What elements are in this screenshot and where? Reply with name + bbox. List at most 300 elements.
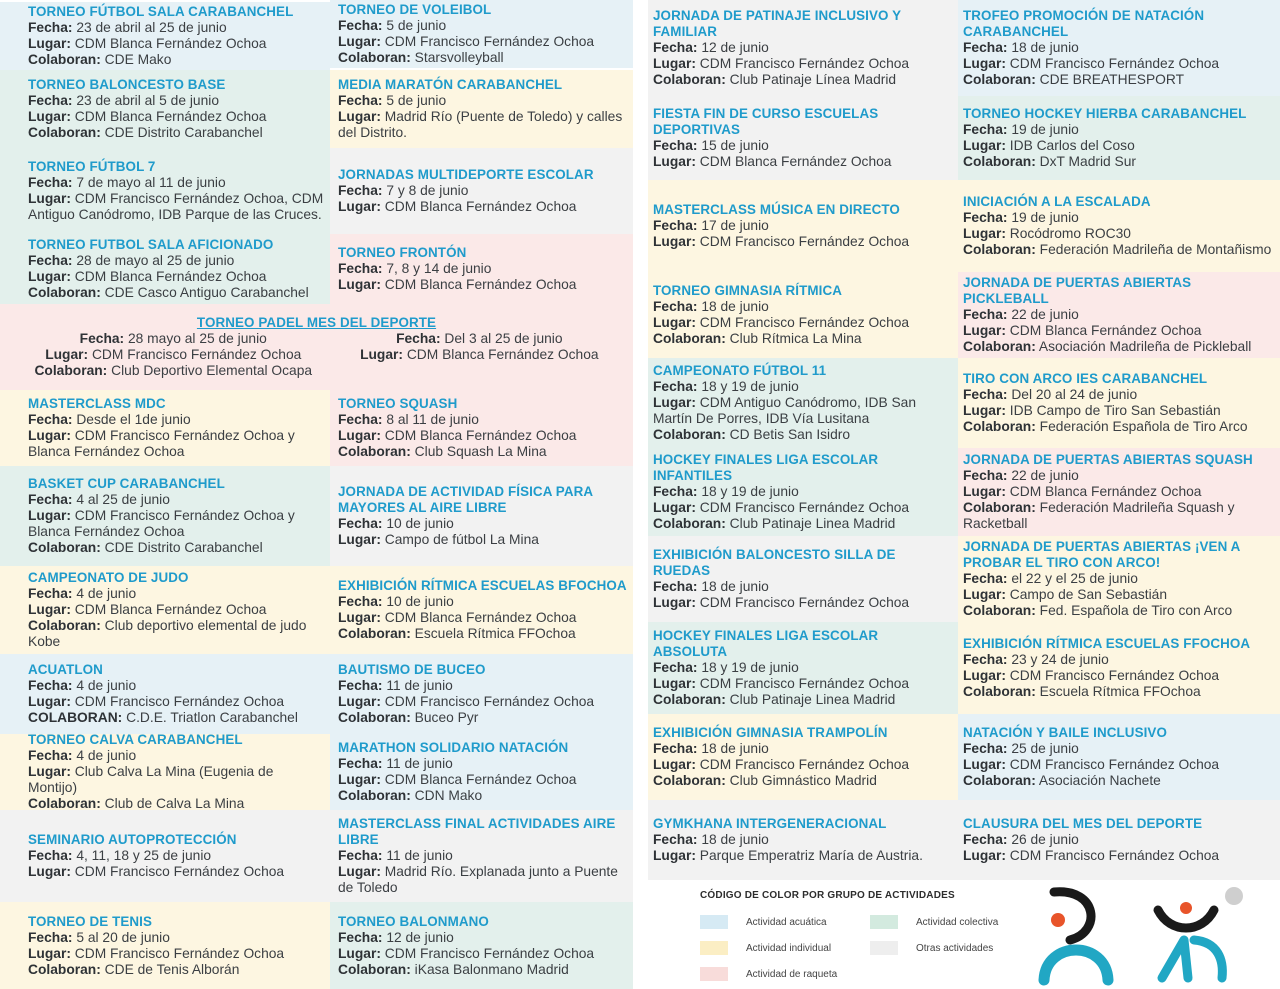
event-title: CLAUSURA DEL MES DEL DEPORTE — [963, 816, 1203, 831]
detail-value: CDM Francisco Fernández Ochoa, CDM Antiguo Canódromo, IDB Parque de las Cruces. — [28, 191, 324, 222]
event-detail-line — [28, 191, 326, 223]
detail-label: Lugar: — [338, 864, 381, 879]
detail-label: Fecha: — [28, 93, 73, 108]
detail-value: CDM Francisco Fernández Ochoa y Blanca Fernández Ochoa — [28, 428, 295, 459]
detail-value: CDM Francisco Fernández Ochoa — [699, 757, 910, 772]
detail-label: Lugar: — [28, 864, 71, 879]
detail-value: Asociación Madrileña de Pickleball — [1038, 339, 1252, 354]
detail-value: 26 de junio — [1011, 832, 1079, 847]
event-card — [648, 800, 958, 880]
event-detail-line — [338, 930, 631, 946]
event-detail-line — [653, 676, 952, 692]
logo-right — [1148, 884, 1248, 986]
detail-label: Fecha: — [963, 210, 1008, 225]
detail-value: Federación Madrileña de Montañismo — [1039, 242, 1272, 257]
detail-label: Fecha: — [28, 175, 73, 190]
event-card — [958, 0, 1280, 96]
detail-label: Fecha: — [653, 660, 698, 675]
detail-value: CDM Francisco Fernández Ochoa — [1009, 848, 1220, 863]
detail-label: Fecha: — [28, 848, 73, 863]
event-detail-line — [963, 652, 1274, 668]
detail-label: Colaboran: — [963, 419, 1036, 434]
detail-value: Asociación Nachete — [1038, 773, 1161, 788]
detail-value: Campo de San Sebastián — [1009, 587, 1168, 602]
event-title: CAMPEONATO DE JUDO — [28, 570, 189, 585]
event-card — [0, 234, 330, 304]
detail-value: 8 al 11 de junio — [386, 412, 479, 427]
event-title: TORNEO FRONTÓN — [338, 245, 467, 260]
detail-label: Lugar: — [653, 315, 696, 330]
detail-label: Lugar: — [963, 668, 1006, 683]
detail-value: 11 de junio — [386, 848, 453, 863]
detail-value: CDE de Tenis Alborán — [104, 961, 240, 977]
event-detail-line — [338, 962, 631, 978]
detail-value: Club de Calva La Mina — [104, 796, 245, 810]
event-detail-line — [963, 72, 1274, 88]
event-card — [648, 0, 958, 96]
detail-value: 22 de junio — [1011, 468, 1079, 483]
detail-label: Fecha: — [28, 20, 73, 35]
event-detail-line — [963, 603, 1274, 619]
event-card — [330, 0, 633, 68]
detail-value: Club Deportivo Elemental Ocapa — [111, 363, 313, 378]
detail-label: Fecha: — [338, 412, 383, 427]
detail-value: Federación Española de Tiro Arco — [1039, 419, 1248, 434]
event-detail-line — [360, 347, 598, 363]
logo-left — [1036, 886, 1126, 986]
detail-label: Colaboran: — [28, 961, 101, 977]
detail-label: Fecha: — [653, 579, 698, 594]
event-card — [0, 902, 330, 989]
detail-label: Colaboran: — [653, 331, 726, 346]
event-detail-line — [963, 122, 1274, 138]
event-detail-line — [963, 138, 1274, 154]
event-detail-line — [28, 694, 326, 710]
detail-label: Fecha: — [963, 832, 1008, 847]
event-card — [648, 714, 958, 800]
detail-label: Lugar: — [338, 428, 381, 443]
detail-label: Lugar: — [653, 757, 696, 772]
event-title: GYMKHANA INTERGENERACIONAL — [653, 816, 887, 831]
detail-label: Colaboran: — [963, 242, 1036, 257]
event-detail-line — [338, 428, 631, 444]
detail-label: Colaboran: — [338, 710, 411, 725]
legend-label: Actividad individual — [746, 942, 832, 954]
detail-label: Colaboran: — [963, 72, 1036, 87]
event-detail-line — [28, 175, 326, 191]
detail-label: Fecha: — [653, 299, 698, 314]
event-detail-line — [338, 109, 631, 141]
detail-label: Colaboran: — [338, 961, 411, 977]
event-card — [648, 96, 958, 180]
detail-value: 11 de junio — [386, 678, 453, 693]
event-detail-line — [338, 532, 631, 548]
detail-value: 17 de junio — [701, 218, 769, 233]
detail-label: Fecha: — [28, 929, 73, 945]
event-title: TORNEO FÚTBOL SALA CARABANCHEL — [28, 4, 294, 19]
event-title: TORNEO DE VOLEIBOL — [338, 2, 492, 17]
event-detail-line — [653, 72, 952, 88]
detail-value: 4, 11, 18 y 25 de junio — [76, 848, 212, 863]
detail-label: Lugar: — [653, 56, 696, 71]
event-detail-line — [28, 796, 326, 810]
detail-value: CDM Francisco Fernández Ochoa — [74, 945, 285, 961]
detail-label: Fecha: — [338, 678, 383, 693]
detail-label: Lugar: — [963, 323, 1006, 338]
event-detail-line — [28, 710, 326, 726]
event-detail-line — [653, 484, 952, 500]
detail-label: Lugar: — [360, 347, 403, 362]
event-detail-line — [963, 154, 1274, 170]
event-title: HOCKEY FINALES LIGA ESCOLAR ABSOLUTA — [653, 628, 879, 659]
detail-label: Colaboran: — [963, 339, 1036, 354]
detail-value: Club Squash La Mina — [414, 444, 547, 459]
detail-value: CD Betis San Isidro — [729, 427, 851, 442]
detail-value: CDE BREATHESPORT — [1039, 72, 1185, 87]
detail-label: Lugar: — [963, 587, 1006, 602]
detail-value: CDM Francisco Fernández Ochoa — [384, 694, 595, 709]
detail-label: Colaboran: — [963, 773, 1036, 788]
detail-label: Lugar: — [963, 484, 1006, 499]
event-card — [0, 734, 330, 810]
detail-value: CDM Francisco Fernández Ochoa y Blanca Fernández Ochoa — [28, 508, 295, 539]
event-title: FIESTA FIN DE CURSO ESCUELAS DEPORTIVAS — [653, 106, 879, 137]
event-detail-line — [653, 299, 952, 315]
logo-leg — [1194, 940, 1222, 978]
detail-value: 25 de junio — [1011, 741, 1079, 756]
event-detail-line — [653, 40, 952, 56]
event-title: EXHIBICIÓN BALONCESTO SILLA DE RUEDAS — [653, 547, 896, 578]
detail-value: 4 de junio — [76, 586, 137, 601]
event-card — [958, 800, 1280, 880]
event-title: TIRO CON ARCO IES CARABANCHEL — [963, 371, 1208, 386]
event-title: ACUATLON — [28, 662, 103, 677]
event-detail-line — [963, 40, 1274, 56]
detail-label: Lugar: — [338, 532, 381, 547]
detail-label: Colaboran: — [653, 773, 726, 788]
detail-label: Fecha: — [653, 741, 698, 756]
detail-label: Fecha: — [963, 468, 1008, 483]
event-card — [330, 566, 633, 654]
event-detail-line — [338, 946, 631, 962]
detail-value: Rocódromo ROC30 — [1009, 226, 1131, 241]
detail-value: 4 de junio — [76, 748, 137, 763]
event-detail-line — [338, 93, 631, 109]
detail-value: CDM Blanca Fernández Ochoa — [406, 347, 599, 362]
detail-label: Fecha: — [338, 756, 383, 771]
detail-value: CDE Distrito Carabanchel — [104, 125, 263, 140]
event-detail-line — [653, 660, 952, 676]
logo-arc — [1044, 950, 1108, 980]
detail-value: CDM Blanca Fernández Ochoa — [74, 36, 267, 51]
event-card — [0, 2, 330, 70]
detail-label: Colaboran: — [963, 684, 1036, 699]
detail-label: Fecha: — [653, 484, 698, 499]
event-detail-line — [963, 210, 1274, 226]
event-title: EXHIBICIÓN RÍTMICA ESCUELAS FFOCHOA — [963, 636, 1251, 651]
event-detail-line — [338, 516, 631, 532]
detail-value: Club Patinaje Línea Madrid — [729, 72, 897, 87]
event-detail-line — [963, 500, 1274, 532]
event-detail-line — [963, 773, 1274, 789]
logo-grey-dot — [1225, 887, 1243, 905]
event-detail-line — [28, 602, 326, 618]
event-detail-line — [338, 626, 631, 642]
event-title: MASTERCLASS MÚSICA EN DIRECTO — [653, 202, 900, 217]
event-title: SEMINARIO AUTOPROTECCIÓN — [28, 832, 237, 847]
detail-value: CDM Blanca Fernández Ochoa — [699, 154, 892, 169]
event-detail-line — [28, 492, 326, 508]
detail-value: CDM Francisco Fernández Ochoa — [74, 864, 285, 879]
detail-value: 23 de abril al 5 de junio — [76, 93, 219, 108]
detail-label: Lugar: — [653, 595, 696, 610]
detail-value: CDM Francisco Fernández Ochoa — [699, 315, 910, 330]
detail-label: Lugar: — [653, 395, 696, 410]
detail-label: Colaboran: — [963, 500, 1036, 515]
event-detail-line — [653, 427, 952, 443]
detail-value: CDM Blanca Fernández Ochoa — [74, 109, 267, 124]
detail-label: Fecha: — [338, 261, 383, 276]
detail-value: Club Patinaje Linea Madrid — [729, 516, 896, 531]
detail-value: CDM Blanca Fernández Ochoa — [384, 772, 577, 787]
event-title: EXHIBICIÓN RÍTMICA ESCUELAS BFOCHOA — [338, 578, 627, 593]
detail-value: IDB Campo de Tiro San Sebastián — [1009, 403, 1221, 418]
detail-value: CDE Casco Antiguo Carabanchel — [104, 285, 309, 300]
event-detail-line — [28, 678, 326, 694]
event-title: NATACIÓN Y BAILE INCLUSIVO — [963, 725, 1167, 740]
event-title: JORNADA DE PUERTAS ABIERTAS SQUASH — [963, 452, 1253, 467]
event-card — [958, 714, 1280, 800]
event-detail-line — [653, 138, 952, 154]
event-detail-line — [28, 36, 326, 52]
event-detail-line — [963, 571, 1274, 587]
event-detail-line — [963, 684, 1274, 700]
event-card — [648, 358, 958, 448]
event-detail-line — [963, 668, 1274, 684]
event-detail-line — [338, 199, 631, 215]
detail-label: Colaboran: — [338, 626, 411, 641]
legend-item-acuatica — [700, 915, 827, 929]
event-card — [958, 272, 1280, 358]
event-card — [330, 810, 633, 902]
event-title: JORNADA DE PATINAJE INCLUSIVO Y FAMILIAR — [653, 8, 901, 39]
event-detail-line — [28, 253, 326, 269]
event-detail-line — [963, 832, 1274, 848]
event-detail-line — [963, 468, 1274, 484]
detail-label: Colaboran: — [653, 72, 726, 87]
event-card — [958, 448, 1280, 536]
event-card — [958, 180, 1280, 272]
event-detail-line — [338, 34, 631, 50]
event-detail-line — [963, 323, 1274, 339]
event-detail-line — [28, 20, 326, 36]
event-detail-line — [338, 18, 631, 34]
detail-value: 5 al 20 de junio — [76, 929, 170, 945]
detail-value: 18 y 19 de junio — [701, 379, 799, 394]
detail-value: Club deportivo elemental de judo Kobe — [28, 618, 307, 649]
detail-label: Colaboran: — [28, 796, 101, 810]
detail-label: Fecha: — [653, 379, 698, 394]
event-title: JORNADA DE ACTIVIDAD FÍSICA PARA MAYORES AL AIRE LIBRE — [338, 484, 593, 515]
event-detail-line — [653, 395, 952, 427]
event-detail-line — [34, 363, 312, 379]
detail-label: Colaboran: — [338, 788, 411, 803]
event-detail-line — [963, 419, 1274, 435]
detail-value: CDM Francisco Fernández Ochoa — [91, 347, 302, 362]
detail-label: Fecha: — [963, 652, 1008, 667]
event-detail-line — [338, 412, 631, 428]
event-detail-line — [34, 347, 312, 363]
event-detail-line — [338, 261, 631, 277]
detail-label: Lugar: — [338, 199, 381, 214]
detail-value: 18 de junio — [701, 579, 769, 594]
logo-leg — [1162, 940, 1188, 978]
detail-label: Colaboran: — [34, 363, 108, 378]
event-detail-line — [653, 379, 952, 395]
detail-value: DxT Madrid Sur — [1039, 154, 1137, 169]
event-detail-line — [338, 864, 631, 896]
padel-column — [360, 331, 598, 379]
detail-value: C.D.E. Triatlon Carabanchel — [126, 710, 298, 725]
detail-value: 7 y 8 de junio — [386, 183, 469, 198]
legend-item-colectiva — [870, 915, 998, 929]
detail-label: Lugar: — [653, 500, 696, 515]
legend-swatch — [870, 941, 898, 955]
logo-dot — [1051, 913, 1065, 927]
detail-label: Fecha: — [653, 40, 698, 55]
detail-label: Lugar: — [338, 772, 381, 787]
detail-value: CDM Francisco Fernández Ochoa — [699, 500, 910, 515]
event-detail-line — [338, 848, 631, 864]
event-card — [0, 148, 330, 234]
event-detail-line — [28, 848, 326, 864]
detail-value: CDM Francisco Fernández Ochoa — [699, 595, 910, 610]
detail-value: 5 de junio — [386, 18, 447, 33]
event-detail-line — [28, 748, 326, 764]
logo-dot — [1180, 902, 1192, 914]
detail-value: IDB Carlos del Coso — [1009, 138, 1135, 153]
legend-item-individual — [700, 941, 831, 955]
detail-value: CDM Blanca Fernández Ochoa — [384, 428, 577, 443]
detail-value: Escuela Rítmica FFOchoa — [414, 626, 576, 641]
padel-columns — [0, 331, 633, 379]
event-card — [648, 180, 958, 272]
legend-swatch — [700, 967, 728, 981]
detail-value: 19 de junio — [1011, 210, 1079, 225]
detail-value: CDE Distrito Carabanchel — [104, 540, 263, 555]
event-detail-line — [28, 946, 326, 962]
detail-label: Fecha: — [28, 253, 73, 268]
event-detail-line — [28, 540, 326, 556]
detail-label: Colaboran: — [653, 427, 726, 442]
detail-value: Club Gimnástico Madrid — [729, 773, 877, 788]
legend-item-otras — [870, 941, 993, 955]
detail-value: CDM Francisco Fernández Ochoa — [74, 694, 285, 709]
detail-value: CDM Blanca Fernández Ochoa — [74, 602, 267, 617]
detail-value: Parque Emperatriz María de Austria. — [699, 848, 923, 863]
event-detail-line — [653, 154, 952, 170]
detail-value: CDM Blanca Fernández Ochoa — [1009, 323, 1202, 338]
event-title: TORNEO CALVA CARABANCHEL — [28, 734, 243, 747]
detail-value: Buceo Pyr — [414, 710, 479, 725]
detail-label: Colaboran: — [28, 618, 101, 633]
event-detail-line — [28, 764, 326, 796]
detail-label: Fecha: — [653, 138, 698, 153]
event-title: INICIACIÓN A LA ESCALADA — [963, 194, 1151, 209]
event-card — [0, 390, 330, 466]
event-detail-line — [338, 772, 631, 788]
event-card — [958, 536, 1280, 622]
event-title: EXHIBICIÓN GIMNASIA TRAMPOLÍN — [653, 725, 888, 740]
event-title: MASTERCLASS FINAL ACTIVIDADES AIRE LIBRE — [338, 816, 616, 847]
event-card — [648, 622, 958, 714]
detail-value: Madrid Río (Puente de Toledo) y calles del Distrito. — [338, 109, 623, 140]
event-card — [330, 654, 633, 734]
detail-label: Lugar: — [963, 226, 1006, 241]
detail-value: CDM Francisco Fernández Ochoa — [1009, 56, 1220, 71]
event-detail-line — [653, 579, 952, 595]
detail-value: 15 de junio — [701, 138, 769, 153]
event-detail-line — [338, 788, 631, 804]
detail-value: 28 de mayo al 25 de junio — [76, 253, 235, 268]
detail-label: Lugar: — [28, 764, 71, 779]
event-title: TORNEO HOCKEY HIERBA CARABANCHEL — [963, 106, 1247, 121]
detail-label: Fecha: — [338, 516, 383, 531]
event-detail-line — [360, 331, 598, 347]
detail-label: Fecha: — [338, 183, 383, 198]
detail-value: Fed. Española de Tiro con Arco — [1039, 603, 1233, 618]
detail-value: Del 3 al 25 de junio — [444, 331, 563, 346]
event-detail-line — [963, 757, 1274, 773]
event-card — [648, 272, 958, 358]
event-detail-line — [338, 183, 631, 199]
event-card — [958, 622, 1280, 714]
event-title: CAMPEONATO FÚTBOL 11 — [653, 363, 827, 378]
detail-label: Lugar: — [963, 848, 1006, 863]
detail-value: CDE Mako — [104, 52, 172, 67]
event-detail-line — [338, 444, 631, 460]
detail-label: Colaboran: — [28, 285, 101, 300]
detail-value: CDN Mako — [414, 788, 483, 803]
detail-value: 18 de junio — [701, 741, 769, 756]
detail-label: Fecha: — [963, 741, 1008, 756]
detail-value: CDM Blanca Fernández Ochoa — [384, 199, 577, 214]
event-detail-line — [653, 56, 952, 72]
event-card — [958, 358, 1280, 448]
event-card — [648, 536, 958, 622]
event-detail-line — [34, 331, 312, 347]
event-detail-line — [338, 694, 631, 710]
event-detail-line — [28, 586, 326, 602]
event-card — [330, 234, 633, 304]
detail-label: Lugar: — [28, 508, 71, 523]
event-detail-line — [653, 234, 952, 250]
detail-value: CDM Francisco Fernández Ochoa — [699, 676, 910, 691]
detail-label: Lugar: — [28, 602, 71, 617]
legend-swatch — [700, 915, 728, 929]
event-title: TORNEO GIMNASIA RÍTMICA — [653, 283, 843, 298]
detail-label: Lugar: — [28, 428, 71, 443]
event-card — [330, 902, 633, 989]
detail-value: CDM Francisco Fernández Ochoa — [699, 234, 910, 249]
event-detail-line — [653, 516, 952, 532]
legend-label: Actividad de raqueta — [746, 968, 838, 980]
padel-column — [34, 331, 312, 379]
legend-label: Actividad colectiva — [916, 916, 999, 928]
detail-label: Fecha: — [28, 678, 73, 693]
detail-value: CDM Francisco Fernández Ochoa — [1009, 668, 1220, 683]
event-detail-line — [963, 587, 1274, 603]
